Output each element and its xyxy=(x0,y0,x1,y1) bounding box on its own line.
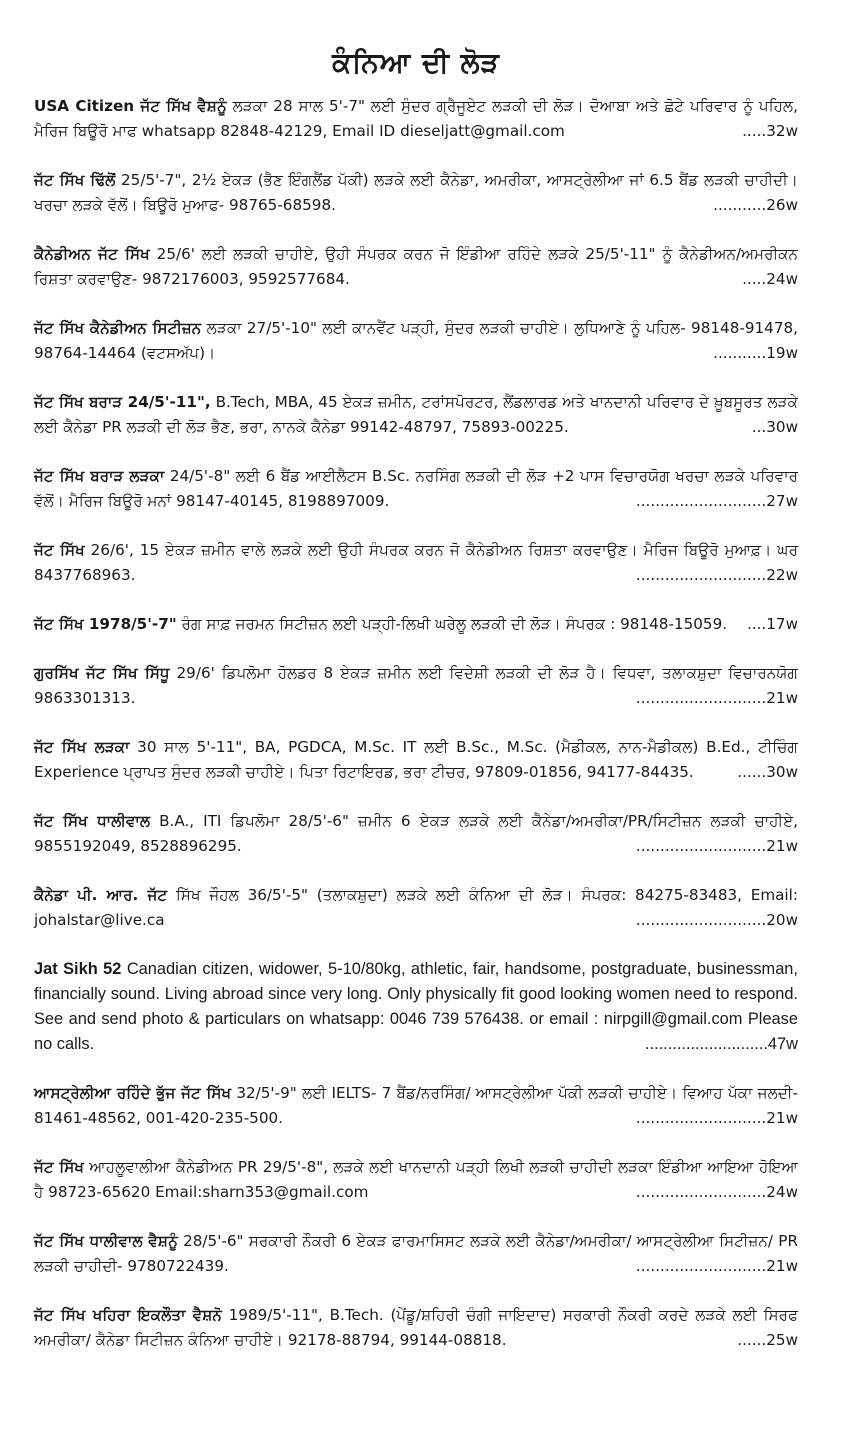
ad-code: ...........19w xyxy=(713,344,798,362)
ad-listing xyxy=(34,1155,798,1205)
ad-code: ...........................21w xyxy=(635,1109,798,1127)
ad-lead: ਜੱਟ ਸਿੱਖ ਕੈਨੇਡੀਅਨ ਸਿਟੀਜ਼ਨ xyxy=(34,319,202,337)
ad-body: 25/5'-7", 2½ ਏਕੜ (ਭੈਣ ਇੰਗਲੈਂਡ ਪੱਕੀ) ਲੜਕੇ ਲਈ ਕੈਨੇਡਾ, ਅਮਰੀਕਾ, ਆਸਟ੍ਰੇਲੀਆ ਜਾਂ 6.5 ਬੈਂਡ ਲੜਕੀ ਚਾਹੀਦੀ। ਖਰਚਾ ਲੜਕੇ ਵੱਲੋਂ। ਬਿਊਰੋ ਮੁਆਫ- 98765-68598. xyxy=(34,171,799,214)
ad-listing xyxy=(34,612,798,637)
ad-listing xyxy=(34,464,798,514)
ad-lead: ਆਸਟ੍ਰੇਲੀਆ ਰਹਿੰਦੇ ਭੁੱਜ ਜੱਟ ਸਿੱਖ xyxy=(34,1084,232,1102)
ad-code: ......30w xyxy=(737,763,798,781)
ad-lead: ਜੱਟ ਸਿੱਖ ਬਰਾੜ 24/5'-11", xyxy=(34,393,211,411)
ad-body: ਸਿੱਖ ਜੌਹਲ 36/5'-5" (ਤਲਾਕਸ਼ੁਦਾ) ਲੜਕੇ ਲਈ ਕੰਨਿਆ ਦੀ ਲੋੜ। ਸੰਪਰਕ: 84275-83483, Email: johalstar@live.ca xyxy=(34,886,798,929)
ad-lead: ਜੱਟ ਸਿੱਖ ਧਾਲੀਵਾਲ ਵੈਸ਼ਨੂੰ xyxy=(34,1232,178,1250)
ad-listing xyxy=(34,390,798,440)
ad-code: .....24w xyxy=(742,270,798,288)
ad-listing xyxy=(34,957,798,1057)
ad-lead: USA Citizen ਜੱਟ ਸਿੱਖ ਵੈਸ਼ਨੂੰ xyxy=(34,97,227,115)
ad-lead: ਕੈਨੇਡਾ ਪੀ. ਆਰ. ਜੱਟ xyxy=(34,886,168,904)
ad-lead: Jat Sikh 52 xyxy=(34,960,122,978)
ad-code: .....32w xyxy=(742,122,798,140)
ad-code: ...........................47w xyxy=(644,1035,798,1053)
ad-body: B.A., ITI ਡਿਪਲੋਮਾ 28/5'-6" ਜ਼ਮੀਨ 6 ਏਕੜ ਲੜਕੇ ਲਈ ਕੈਨੇਡਾ/ਅਮਰੀਕਾ/PR/ਸਿਟੀਜ਼ਨ ਲੜਕੀ ਚਾਹੀਏ, 9855192049, 8528896295. xyxy=(34,812,798,855)
page-title: ਕੰਨਿਆ ਦੀ ਲੋੜ xyxy=(332,46,500,79)
ad-listing xyxy=(34,1303,798,1353)
ad-code: ...........................20w xyxy=(635,911,798,929)
ad-code: ...30w xyxy=(751,418,798,436)
ad-listing xyxy=(34,1081,798,1131)
ad-lead: ਜੱਟ ਸਿੱਖ ਲੜਕਾ xyxy=(34,738,130,756)
ad-code: ...........................21w xyxy=(635,837,798,855)
ad-body: ਰੰਗ ਸਾਫ਼ ਜਰਮਨ ਸਿਟੀਜ਼ਨ ਲਈ ਪੜ੍ਹੀ-ਲਿਖੀ ਘਰੇਲੂ ਲੜਕੀ ਦੀ ਲੋੜ। ਸੰਪਰਕ : 98148-15059. xyxy=(176,615,728,633)
ad-code: ...........................22w xyxy=(635,566,798,584)
ad-body: 28/5'-6" ਸਰਕਾਰੀ ਨੌਕਰੀ 6 ਏਕੜ ਫਾਰਮਾਸਿਸਟ ਲੜਕੇ ਲਈ ਕੈਨੇਡਾ/ਅਮਰੀਕਾ/ ਆਸਟ੍ਰੇਲੀਆ ਸਿਟੀਜ਼ਨ/ PR ਲੜਕੀ ਚਾਹੀਦੀ- 9780722439. xyxy=(34,1232,798,1275)
ad-lead: ਜੱਟ ਸਿੱਖ ਬਰਾੜ ਲੜਕਾ xyxy=(34,467,165,485)
ad-code: ...........................21w xyxy=(635,1257,798,1275)
ad-body: 32/5'-9" ਲਈ IELTS- 7 ਬੈਂਡ/ਨਰਸਿੰਗ/ ਆਸਟ੍ਰੇਲੀਆ ਪੱਕੀ ਲੜਕੀ ਚਾਹੀਏ। ਵਿਆਹ ਪੱਕਾ ਜਲਦੀ- 81461-48562, 001-420-235-500. xyxy=(34,1084,798,1127)
ad-body: 24/5'-8" ਲਈ 6 ਬੈਂਡ ਆਈਲੈਟਸ B.Sc. ਨਰਸਿੰਗ ਲੜਕੀ ਦੀ ਲੋੜ +2 ਪਾਸ ਵਿਚਾਰਯੋਗ ਖਰਚਾ ਲੜਕੇ ਪਰਿਵਾਰ ਵੱਲੋਂ। ਮੈਰਿਜ ਬਿਊਰੋ ਮਨਾਂ 98147-40145, 8198897009. xyxy=(34,467,798,510)
ad-code: ...........26w xyxy=(713,196,798,214)
ad-body: Canadian citizen, widower, 5-10/80kg, athletic, fair, handsome, postgraduate, businessman, financially sound. Living abroad since very long. Only physically fit good looking women need to respond. See and send photo & particulars on whatsapp: 0046 739 576438. or email : nirpgill@gmail.com Please no calls. xyxy=(34,960,798,1053)
ad-code: ....17w xyxy=(746,615,798,633)
ad-listing xyxy=(34,538,798,588)
ad-lead: ਜੱਟ ਸਿੱਖ ਧਾਲੀਵਾਲ xyxy=(34,812,151,830)
ad-listing xyxy=(34,883,798,933)
ad-lead: ਜੱਟ ਸਿੱਖ 1978/5'-7" xyxy=(34,615,177,633)
ad-listing xyxy=(34,809,798,859)
ad-body: ਲੜਕਾ 27/5'-10" ਲਈ ਕਾਨਵੈਂਟ ਪੜ੍ਹੀ, ਸੁੰਦਰ ਲੜਕੀ ਚਾਹੀਏ। ਲੁਧਿਆਣੇ ਨੂੰ ਪਹਿਲ- 98148-91478, 98764-14464 (ਵਟਸਅੱਪ)। xyxy=(34,319,798,362)
ad-listing xyxy=(34,316,798,366)
ads-list xyxy=(34,94,798,1353)
ad-body: 1989/5'-11", B.Tech. (ਪੇਂਡੂ/ਸ਼ਹਿਰੀ ਚੰਗੀ ਜਾਇਦਾਦ) ਸਰਕਾਰੀ ਨੌਕਰੀ ਕਰਦੇ ਲੜਕੇ ਲਈ ਸਿਰਫ ਅਮਰੀਕਾ/ ਕੈਨੇਡਾ ਸਿਟੀਜ਼ਨ ਕੰਨਿਆ ਚਾਹੀਏ। 92178-88794, 99144-08818. xyxy=(34,1306,798,1349)
ad-body: ਲੜਕਾ 28 ਸਾਲ 5'-7" ਲਈ ਸੁੰਦਰ ਗ੍ਰੈਜੂਏਟ ਲੜਕੀ ਦੀ ਲੋੜ। ਦੋਆਬਾ ਅਤੇ ਛੋਟੇ ਪਰਿਵਾਰ ਨੂੰ ਪਹਿਲ, ਮੈਰਿਜ ਬਿਊਰੋ ਮਾਫ whatsapp 82848-42129, Email ID dieseljatt@gmail.com xyxy=(34,97,799,140)
ad-body: 25/6' ਲਈ ਲੜਕੀ ਚਾਹੀਏ, ਉਹੀ ਸੰਪਰਕ ਕਰਨ ਜੋ ਇੰਡੀਆ ਰਹਿੰਦੇ ਲੜਕੇ 25/5'-11" ਨੂੰ ਕੈਨੇਡੀਅਨ/ਅਮਰੀਕਨ ਰਿਸ਼ਤਾ ਕਰਵਾਉਣ- 9872176003, 9592577684. xyxy=(34,245,799,288)
ad-body: ਆਹਲੂਵਾਲੀਆ ਕੈਨੇਡੀਅਨ PR 29/5'-8", ਲੜਕੇ ਲਈ ਖਾਨਦਾਨੀ ਪੜ੍ਹੀ ਲਿਖੀ ਲੜਕੀ ਚਾਹੀਦੀ ਲੜਕਾ ਇੰਡੀਆ ਆਇਆ ਹੋਇਆ ਹੈ 98723-65620 Email:sharn353@gmail.com xyxy=(34,1158,798,1201)
ad-lead: ਜੱਟ ਸਿੱਖ xyxy=(34,1158,84,1176)
ad-body: 29/6' ਡਿਪਲੋਮਾ ਹੋਲਡਰ 8 ਏਕੜ ਜ਼ਮੀਨ ਲਈ ਵਿਦੇਸ਼ੀ ਲੜਕੀ ਦੀ ਲੋੜ ਹੈ। ਵਿਧਵਾ, ਤਲਾਕਸ਼ੁਦਾ ਵਿਚਾਰਨਯੋਗ 9863301313. xyxy=(34,664,798,707)
ad-listing xyxy=(34,661,798,711)
ad-lead: ਗੁਰਸਿੱਖ ਜੱਟ ਸਿੱਖ ਸਿੱਧੂ xyxy=(34,664,170,682)
ad-code: ......25w xyxy=(737,1331,798,1349)
ad-listing xyxy=(34,94,798,144)
ad-code: ...........................24w xyxy=(635,1183,798,1201)
ad-lead: ਜੱਟ ਸਿੱਖ xyxy=(34,541,85,559)
ad-code: ...........................21w xyxy=(635,689,798,707)
ad-body: 30 ਸਾਲ 5'-11", BA, PGDCA, M.Sc. IT ਲਈ B.Sc., M.Sc. (ਮੈਡੀਕਲ, ਨਾਨ-ਮੈਡੀਕਲ) B.Ed., ਟੀਚਿੰਗ Experience ਪ੍ਰਾਪਤ ਸੁੰਦਰ ਲੜਕੀ ਚਾਹੀਏ। ਪਿਤਾ ਰਿਟਾਇਰਡ, ਭਰਾ ਟੀਚਰ, 97809-01856, 94177-84435. xyxy=(34,738,799,781)
ad-lead: ਕੈਨੇਡੀਅਨ ਜੱਟ ਸਿੱਖ xyxy=(34,245,150,263)
ad-listing xyxy=(34,168,798,218)
ad-body: B.Tech, MBA, 45 ਏਕੜ ਜ਼ਮੀਨ, ਟਰਾਂਸਪੋਰਟਰ, ਲੈਂਡਲਾਰਡ ਅਤੇ ਖਾਨਦਾਨੀ ਪਰਿਵਾਰ ਦੇ ਖ਼ੂਬਸੂਰਤ ਲੜਕੇ ਲਈ ਕੈਨੇਡਾ PR ਲੜਕੀ ਦੀ ਲੋੜ ਭੈਣ, ਭਰਾ, ਨਾਨਕੇ ਕੈਨੇਡਾ 99142-48797, 75893-00225. xyxy=(34,393,798,436)
ad-listing xyxy=(34,242,798,292)
ad-body: 26/6', 15 ਏਕੜ ਜ਼ਮੀਨ ਵਾਲੇ ਲੜਕੇ ਲਈ ਉਹੀ ਸੰਪਰਕ ਕਰਨ ਜੋ ਕੈਨੇਡੀਅਨ ਰਿਸ਼ਤਾ ਕਰਵਾਉਣ। ਮੈਰਿਜ ਬਿਊਰੋ ਮੁਆਫ਼। ਘਰ 8437768963. xyxy=(34,541,798,584)
ad-lead: ਜੱਟ ਸਿੱਖ ਢਿੱਲੋਂ xyxy=(34,171,116,189)
ad-lead: ਜੱਟ ਸਿੱਖ ਖਹਿਰਾ ਇਕਲੌਤਾ ਵੈਸ਼ਨੋ xyxy=(34,1306,222,1324)
ad-listing xyxy=(34,735,798,785)
ad-listing xyxy=(34,1229,798,1279)
ad-code: ...........................27w xyxy=(635,492,798,510)
